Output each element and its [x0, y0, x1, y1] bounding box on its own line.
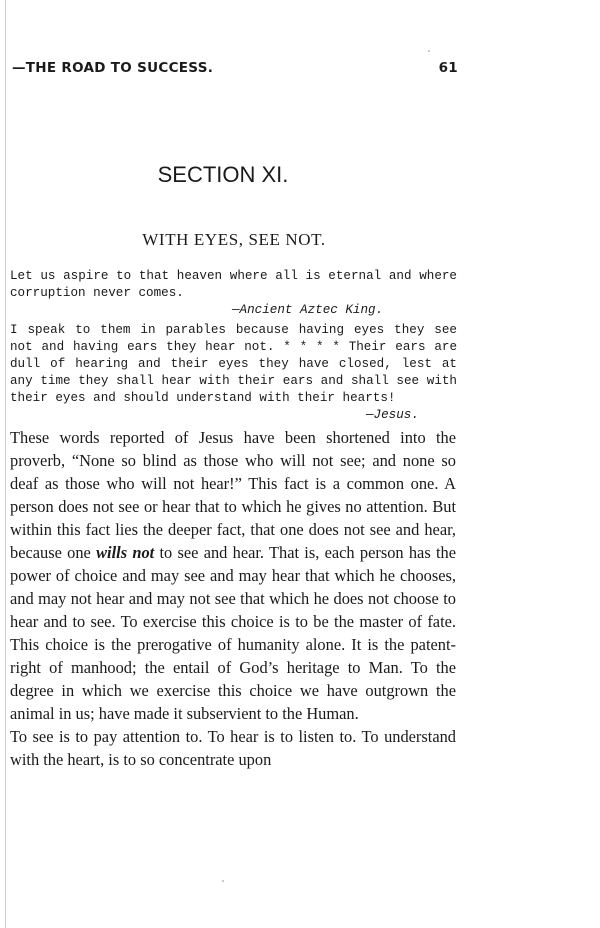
- epigraph-text: I speak to them in parables because having eyes they see not and having ears they hear not. * * * * Their ears are dull of hearing and their eyes they have closed, lest at any time they shall hear with their ears and shall see with their eyes and should understand with their hearts!: [10, 323, 457, 405]
- epigraph-text: Let us aspire to that heaven where all is eternal and where corruption never comes.: [10, 269, 457, 300]
- page-gutter-line: [5, 0, 6, 928]
- running-title: —THE ROAD TO SUCCESS.: [12, 60, 214, 76]
- epigraph-quote: [10, 322, 457, 424]
- body-paragraph: [10, 426, 456, 725]
- emphasis-text: wills not: [96, 543, 155, 562]
- body-paragraph: To see is to pay attention to. To hear is to listen to. To understand with the heart, is to so concentrate upon: [10, 727, 456, 769]
- chapter-title: WITH EYES, SEE NOT.: [142, 230, 326, 249]
- body-text: [10, 426, 456, 771]
- page-number: 61: [438, 60, 458, 76]
- body-text-segment: These words reported of Jesus have been shortened into the proverb, “None so blind as those who will not see; and none so deaf as those who will not hear!” This fact is a common one. A person does not see or hear that to which he gives no attention. But within this fact lies the deeper fact, that one does not see and hear, because one: [10, 428, 456, 562]
- epigraph-attribution: —Jesus.: [366, 408, 419, 422]
- epigraph-attribution: —Ancient Aztec King.: [232, 303, 384, 317]
- section-title: SECTION XI.: [157, 162, 289, 187]
- paper-speck: [222, 880, 224, 882]
- body-text-segment: to see and hear. That is, each person has the power of choice and may see and may hear that which he chooses, and may not hear and may not see that which he does not choose to hear and to see. To exercise this choice is to be the master of fate. This choice is the prerogative of humanity alone. It is the patent-right of manhood; the entail of God’s heritage to Man. To the degree in which we exercise this choice we have outgrown the animal in us; have made it subservient to the Human.: [10, 543, 456, 723]
- paper-speck: [428, 50, 430, 52]
- epigraph-quote: [10, 268, 457, 319]
- running-header: [12, 60, 458, 76]
